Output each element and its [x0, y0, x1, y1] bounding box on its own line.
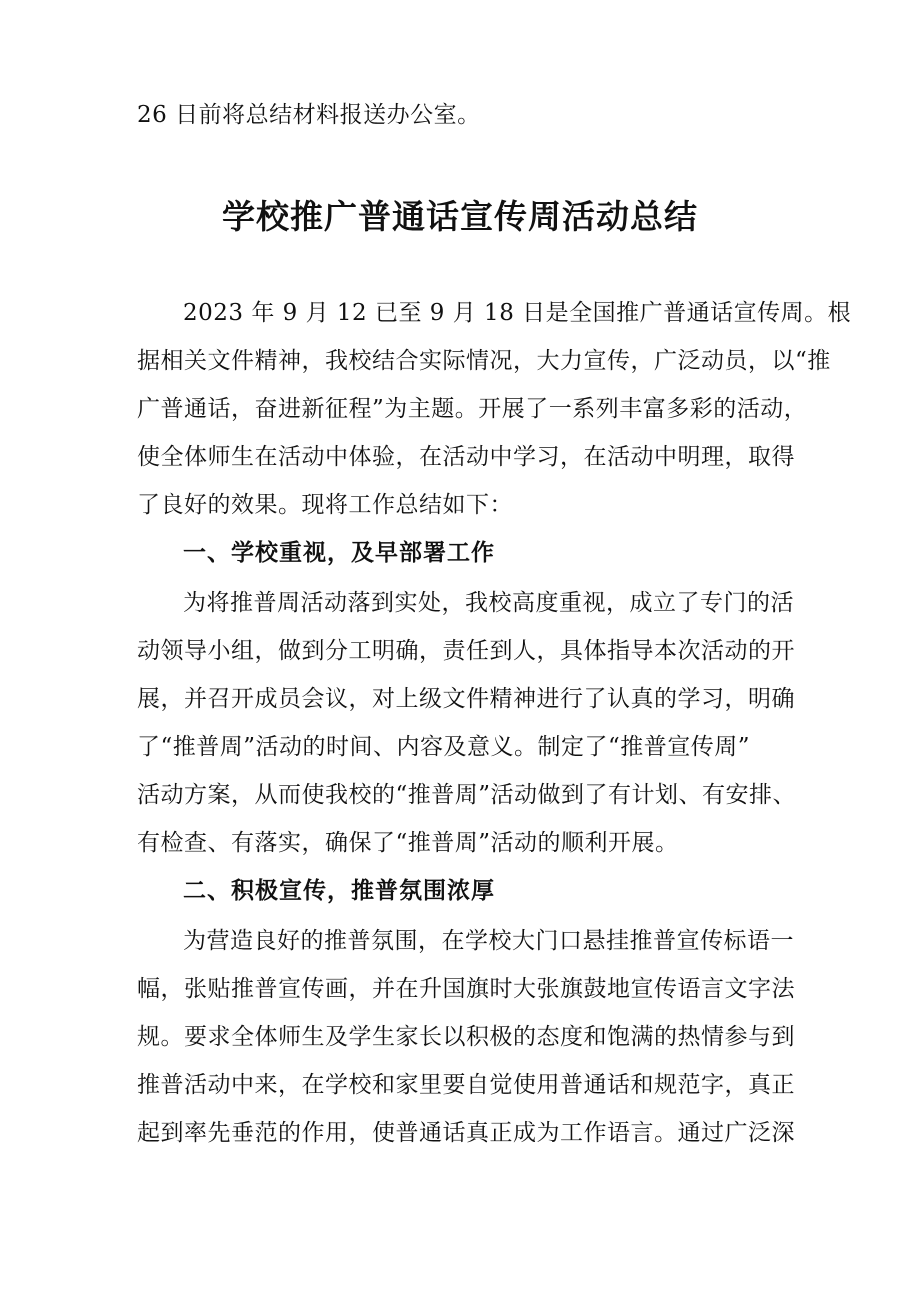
- intro-line-2: 据相关文件精神，我校结合实际情况，大力宣传，广泛动员，以“推: [137, 348, 831, 374]
- section2-line-2: 幅，张贴推普宣传画，并在升国旗时大张旗鼓地宣传语言文字法: [137, 976, 795, 1002]
- section2-line-5: 起到率先垂范的作用，使普通话真正成为工作语言。通过广泛深: [137, 1120, 795, 1146]
- top-line: 26 日前将总结材料报送办公室。: [137, 102, 481, 128]
- section1-line-3: 展，并召开成员会议，对上级文件精神进行了认真的学习，明确: [137, 686, 795, 712]
- section1-line-6: 有检查、有落实，确保了“推普周”活动的顺利开展。: [137, 830, 679, 856]
- section2-line-3: 规。要求全体师生及学生家长以积极的态度和饱满的热情参与到: [137, 1024, 795, 1050]
- section2-heading: 二、积极宣传，推普氛围浓厚: [183, 878, 495, 904]
- section2-line-4: 推普活动中来，在学校和家里要自觉使用普通话和规范字，真正: [137, 1072, 795, 1098]
- section1-line-1: 为将推普周活动落到实处，我校高度重视，成立了专门的活: [183, 590, 794, 616]
- section1-line-2: 动领导小组，做到分工明确，责任到人，具体指导本次活动的开: [137, 638, 795, 664]
- section1-line-5: 活动方案，从而使我校的“推普周”活动做到了有计划、有安排、: [137, 782, 797, 808]
- intro-line-1: 2023 年 9 月 12 已至 9 月 18 日是全国推广普通话宣传周。根: [183, 300, 852, 326]
- section1-heading: 一、学校重视，及早部署工作: [183, 540, 495, 566]
- intro-line-4: 使全体师生在活动中体验，在活动中学习，在活动中明理，取得: [137, 444, 795, 470]
- intro-line-3: 广普通话，奋进新征程”为主题。开展了一系列丰富多彩的活动，: [137, 396, 808, 422]
- section2-line-1: 为营造良好的推普氛围，在学校大门口悬挂推普宣传标语一: [183, 928, 794, 954]
- intro-line-5: 了良好的效果。现将工作总结如下：: [137, 492, 513, 518]
- page-title: 学校推广普通话宣传周活动总结: [222, 197, 698, 236]
- section1-line-4: 了“推普周”活动的时间、内容及意义。制定了“推普宣传周”: [137, 734, 751, 760]
